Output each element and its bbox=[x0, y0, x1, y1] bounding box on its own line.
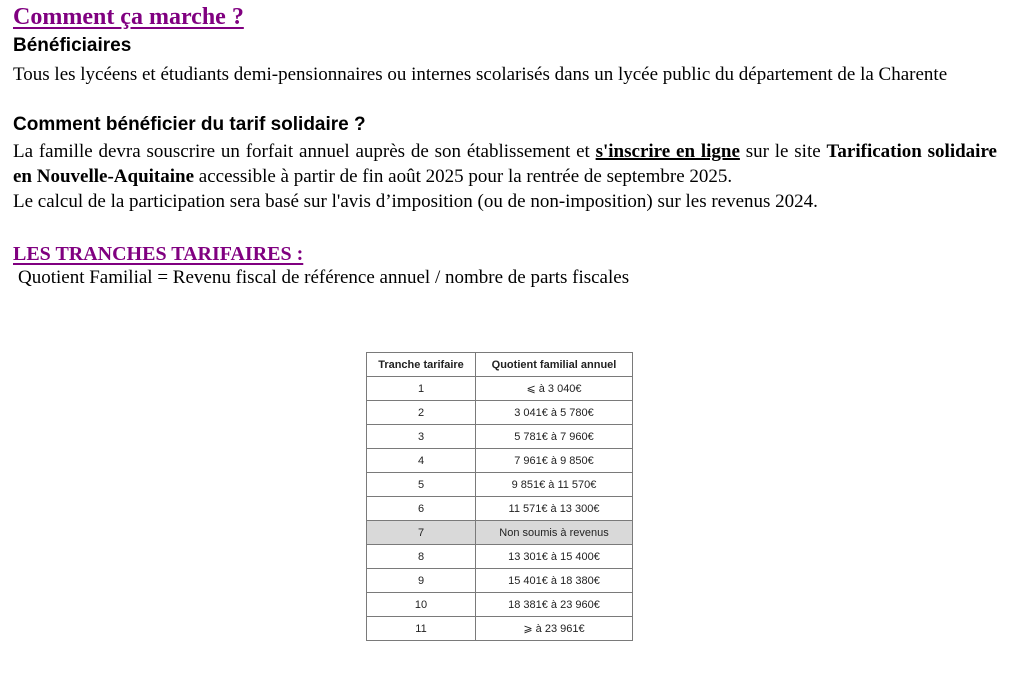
header-quotient: Quotient familial annuel bbox=[476, 353, 633, 377]
table-row bbox=[367, 401, 633, 425]
table-row bbox=[367, 473, 633, 497]
cell-quotient: 11 571€ à 13 300€ bbox=[476, 497, 633, 521]
cell-tranche: 3 bbox=[367, 425, 476, 449]
cell-quotient: 5 781€ à 7 960€ bbox=[476, 425, 633, 449]
table-row bbox=[367, 449, 633, 473]
cell-tranche: 2 bbox=[367, 401, 476, 425]
table-body bbox=[367, 377, 633, 641]
cell-tranche: 6 bbox=[367, 497, 476, 521]
section-title-comment-ca-marche: Comment ça marche ? bbox=[13, 4, 244, 30]
cell-tranche: 1 bbox=[367, 377, 476, 401]
cell-quotient: 9 851€ à 11 570€ bbox=[476, 473, 633, 497]
cell-quotient: 13 301€ à 15 400€ bbox=[476, 545, 633, 569]
cell-quotient: 7 961€ à 9 850€ bbox=[476, 449, 633, 473]
table-header-row bbox=[367, 353, 633, 377]
cell-tranche: 9 bbox=[367, 569, 476, 593]
cell-quotient: 15 401€ à 18 380€ bbox=[476, 569, 633, 593]
table-row bbox=[367, 569, 633, 593]
table-row bbox=[367, 545, 633, 569]
subtitle-comment-beneficier: Comment bénéficier du tarif solidaire ? bbox=[13, 114, 366, 135]
quotient-formula: Quotient Familial = Revenu fiscal de référence annuel / nombre de parts fiscales bbox=[18, 267, 630, 288]
calcul-text: Le calcul de la participation sera basé sur l'avis d’imposition (ou de non-imposition) sur les revenus 2024. bbox=[13, 191, 818, 212]
cell-tranche: 10 bbox=[367, 593, 476, 617]
table-row bbox=[367, 593, 633, 617]
inscription-text bbox=[13, 139, 997, 189]
cell-quotient: 18 381€ à 23 960€ bbox=[476, 593, 633, 617]
subtitle-beneficiaires: Bénéficiaires bbox=[13, 35, 132, 56]
table-row bbox=[367, 497, 633, 521]
section-title-tranches: LES TRANCHES TARIFAIRES : bbox=[13, 243, 304, 265]
cell-tranche: 8 bbox=[367, 545, 476, 569]
cell-quotient: Non soumis à revenus bbox=[476, 521, 633, 545]
table-row bbox=[367, 425, 633, 449]
header-tranche: Tranche tarifaire bbox=[367, 353, 476, 377]
cell-tranche: 7 bbox=[367, 521, 476, 545]
table-row bbox=[367, 521, 633, 545]
cell-tranche: 4 bbox=[367, 449, 476, 473]
cell-quotient: 3 041€ à 5 780€ bbox=[476, 401, 633, 425]
cell-tranche: 11 bbox=[367, 617, 476, 641]
cell-quotient: ⩽ à 3 040€ bbox=[476, 377, 633, 401]
beneficiaires-text: Tous les lycéens et étudiants demi-pensionnaires ou internes scolarisés dans un lycée public du département de la Charente bbox=[13, 64, 948, 85]
site-name: Tarification solidaire en Nouvelle-Aquitaine bbox=[13, 141, 997, 187]
cell-tranche: 5 bbox=[367, 473, 476, 497]
inscription-text-part1: La famille devra souscrire un forfait annuel auprès de son établissement et bbox=[13, 141, 596, 162]
inscription-link[interactable]: s'inscrire en ligne bbox=[595, 141, 740, 162]
table-row bbox=[367, 377, 633, 401]
tranches-table bbox=[366, 352, 633, 641]
inscription-text-part3: accessible à partir de fin août 2025 pour la rentrée de septembre 2025. bbox=[194, 166, 733, 187]
table-row bbox=[367, 617, 633, 641]
inscription-text-part2: sur le site bbox=[739, 141, 827, 162]
cell-quotient: ⩾ à 23 961€ bbox=[476, 617, 633, 641]
document-page bbox=[13, 0, 997, 290]
